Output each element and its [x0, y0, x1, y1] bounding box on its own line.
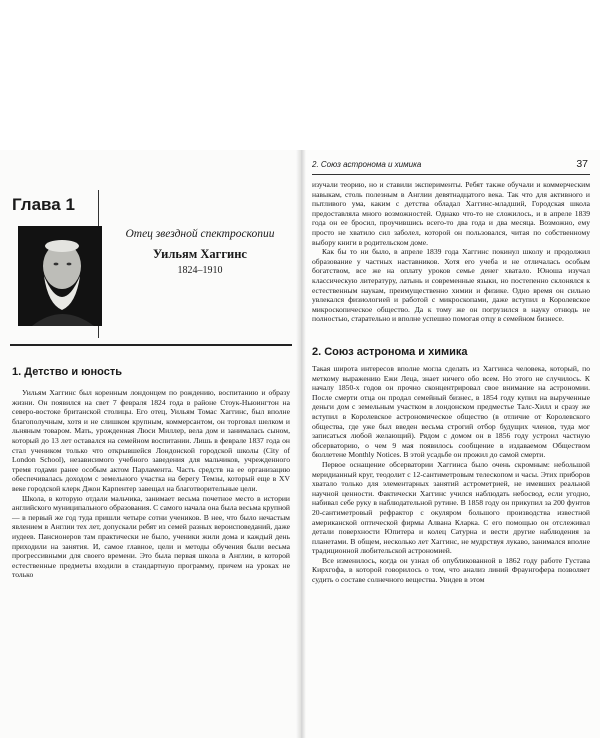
right-intro-text	[312, 180, 590, 324]
paragraph: Все изменилось, когда он узнал об опубликованной в 1862 году работе Густава Кирхгофа, в которой говорилось о том, что анализ линий Фраунгофера позволяет судить о составе солнечного вещества. Увидев в этом	[312, 555, 590, 585]
left-body-text	[12, 388, 290, 580]
portrait-image	[18, 226, 102, 326]
right-section-title: 2. Союз астронома и химика	[312, 346, 468, 358]
paragraph: Первое оснащение обсерватории Хаггинса было очень скромным: небольшой меридианный круг, теодолит с 12-сантиметровым телескопом и часы. Этих приборов хватало только для элементарных занятий астрометрией, не имевших реальной научной ценности. Фактически Хаггинс учился наблюдать небосвод, если угодно, набивал себе руку в наблюдательной рутине. В 1858 году он прикупил за 200 фунтов 20-сантиметровый рефрактор с окуляром большого производства известной американской оптической фирмы Алвана Кларка. С его помощью он отслеживал детали поверхности Юпитера и колец Сатурна и вести другие наблюдения за планетами. В общем, несколько лет Хаггинс, не мудрствуя лукаво, занимался вполне традиционной любительской астрономией.	[312, 459, 590, 556]
running-head	[312, 160, 590, 175]
life-years: 1824–1910	[177, 265, 223, 276]
chapter-horizontal-rule	[10, 344, 292, 346]
page-number: 37	[576, 158, 588, 170]
person-name: Уильям Хаггинс	[153, 247, 247, 261]
right-section-text	[312, 364, 590, 585]
portrait-caption	[110, 228, 290, 276]
left-section-title: 1. Детство и юность	[12, 366, 123, 378]
paragraph: Такая широта интересов вполне могла сделать из Хаггинса человека, который, по меткому выражению Ежи Леца, знает ничего обо всем. Но этого не случилось. К началу 1850-х годов он прочно сконцентрировал свое внимание на астрономии. После смерти отца он продал семейный бизнес, в 1854 году купил на вырученные деньги дом с земельным участком в лондонском предместье Талс-Хилл и сразу же вступил в Королевское астрономическое общество (в отличие от Королевского общества, где уже был введен весьма строгий отбор будущих членов, туда мог записаться любой желающий). Рядом с домом он в 1856 году устроил частную обсерваторию, о чем 9 мая появилось сообщение в издаваемом Обществом бюллетене Monthly Notices. В этой усадьбе он прожил до самой смерти.	[312, 364, 590, 460]
book-spine	[296, 150, 306, 738]
paragraph: Уильям Хаггинс был коренным лондонцем по рождению, воспитанию и образу жизни. Он появился на свет 7 февраля 1824 года в районе Стоук-Ньюингтон на северо-востоке британской столицы. Его отец, Уильям Томас Хаггинс, был вполне благополучным, хотя и не слишком крупным, коммерсантом, он торговал шелком и льняным товаром. Мать, урожденная Люси Миллер, вела дом и занималась сыном, который до 13 лет оставался на семейном воспитании. Лишь в феврале 1837 года он стал учеником только что открывшейся Лондонской городской школы (City of London School), независимого учебного заведения для мальчиков, учрежденного тремя годами ранее особым актом Парламента. Часть средств на ее организацию обеспечивалась доходом с земельного участка на берегу Темзы, который еще в XV веке городской клерк Джон Карпентер завещал на благотворительные цели.	[12, 388, 290, 493]
paragraph: изучали теорию, но и ставили эксперименты. Ребят также обучали и коммерческим навыкам, столь полезным в Англии девятнадцатого века. Так что для активного и пытливого ума, каким с детства обладал Хаггинс-младший, Городская школа предоставляла много возможностей. Однако что-то не сложилось, и в апреле 1839 года он ее бросил, проучившись всего-то два года и два месяца. Возможно, ему просто не хватило сил заболел, которой он пользовался, читая по собственному выбору книги в родительском доме.	[312, 180, 590, 247]
paragraph: Как бы то ни было, в апреле 1839 года Хаггинс покинул школу и продолжил образование у частных наставников. Хотя его учеба и не отличалась особым богатством, все же на оплату уроков семье денег хватало. Юноша изучал классическую литературу, латынь и современные языки, но постепенно склонялся к естественным наукам, преимущественно химии и физике. Одно время он сильно увлекался физиологией и работой с микроскопами, даже вступил в Королевское микроскопическое общество. Да к тому же он погрузился в науку отнюдь не полностью, старательно и вполне успешно помогая отцу в семейном бизнесе.	[312, 247, 590, 324]
running-title: 2. Союз астронома и химика	[312, 160, 422, 169]
chapter-epithet: Отец звездной спектроскопии	[125, 228, 275, 240]
chapter-label: Глава 1	[12, 195, 75, 214]
paragraph: Школа, в которую отдали мальчика, занимает весьма почетное место в истории английского муниципального образования. С самого начала она была весьма крупной — в первый же год туда пришли четыре сотни учеников. В нее, что было нечастым явлением в Англии тех лет, допускали ребят из семей разных вероисповеданий, даже иудеев. Пансионеров там практически не было, ученики жили дома и каждый день приходили на занятия. И, самое главное, цели и методы обучения были весьма прогрессивными для своего времени. Это была первая школа в Англии, в которой естественные предметы входили в стандартную программу, причем на уроках не только	[12, 493, 290, 580]
